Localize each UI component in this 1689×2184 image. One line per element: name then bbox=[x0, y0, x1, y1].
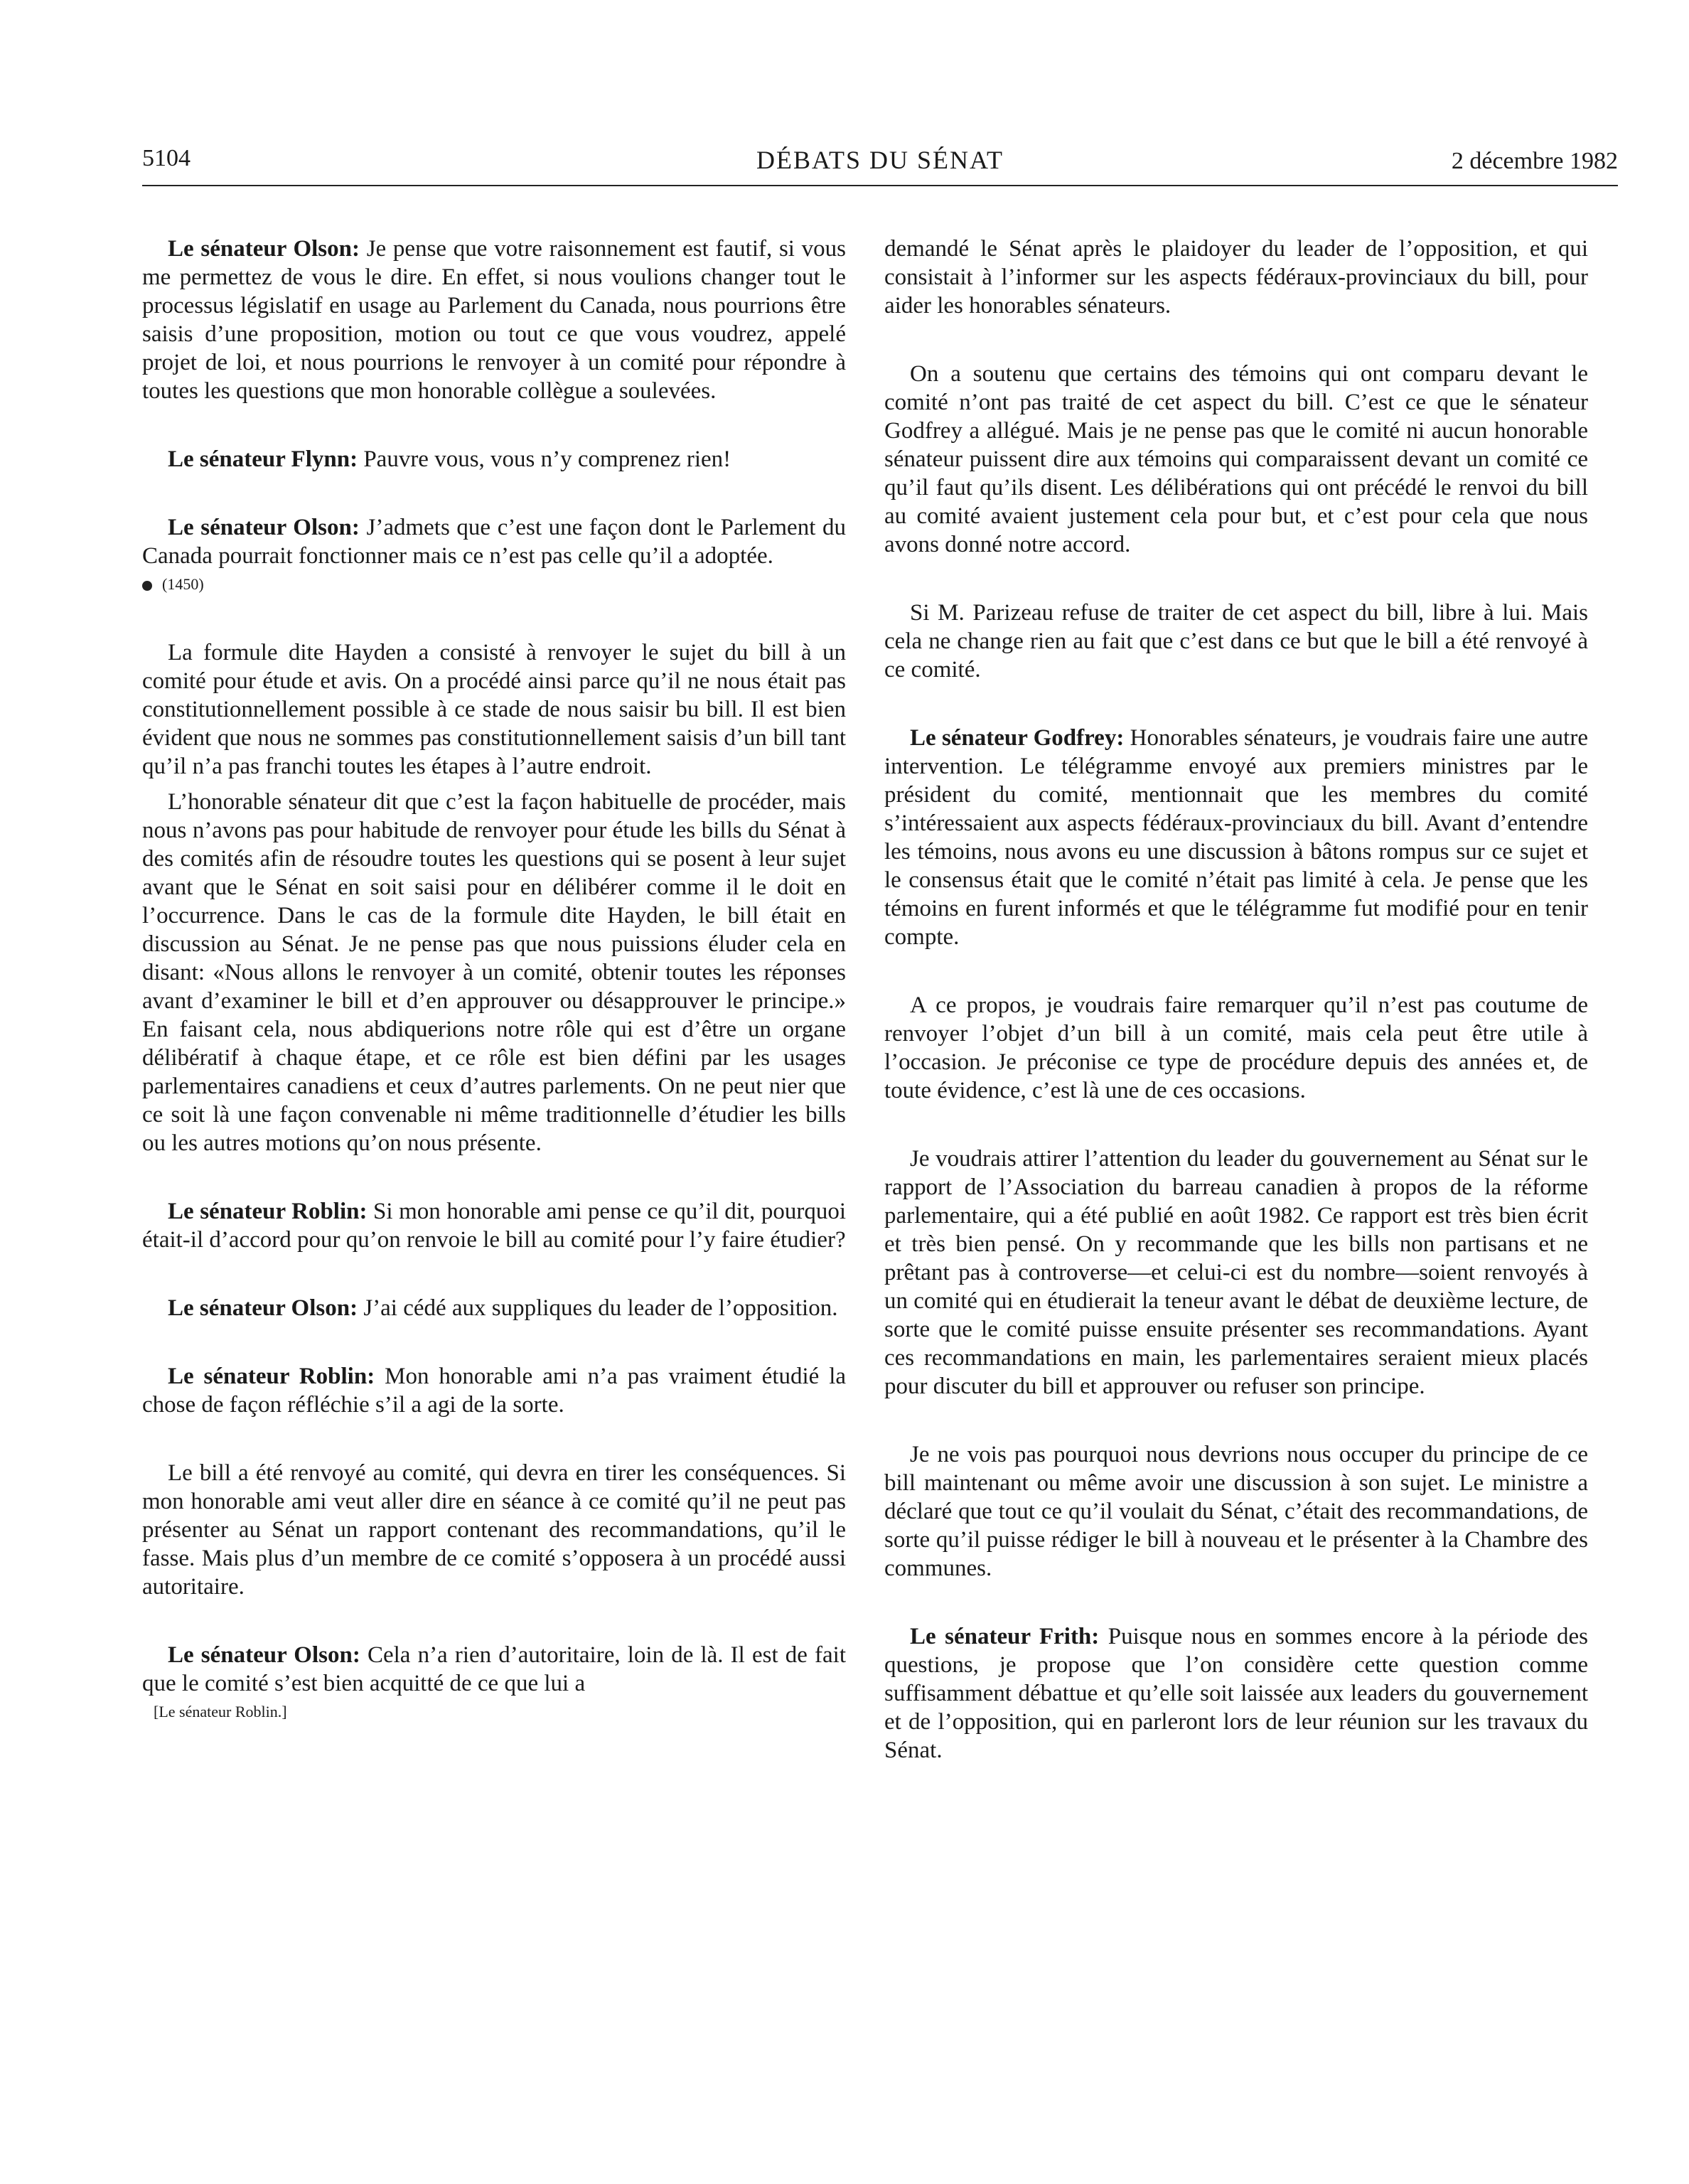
bullet-icon bbox=[142, 581, 152, 591]
speech-paragraph bbox=[142, 1459, 846, 1601]
issue-date: 2 décembre 1982 bbox=[1451, 148, 1618, 174]
speech-text: Pauvre vous, vous n’y comprenez rien! bbox=[363, 446, 731, 472]
right-column bbox=[884, 235, 1588, 1765]
speech-text: Le bill a été renvoyé au comité, qui devra en tirer les conséquences. Si mon honorable ami veut aller dire en séance à ce comité qu’il ne peut pas présenter au Sénat un rapport contenant des recommandations, qu’il le fasse. Mais plus d’un membre de ce comité s’opposera à un procédé aussi autoritaire. bbox=[142, 1460, 846, 1600]
speech-paragraph bbox=[884, 360, 1588, 559]
speech-text: L’honorable sénateur dit que c’est la façon habituelle de procéder, mais nous n’avons pas pour habitude de renvoyer pour étude les bills du Sénat à des comités afin de résoudre toutes les questions qui se posent à leur sujet avant que le Sénat en soit saisi pour en délibérer comme il le doit en l’occurrence. Dans le cas de la formule dite Hayden, le bill était en discussion au Sénat. Je ne pense pas que nous puissions éluder cela en disant: «Nous allons le renvoyer à un comité, obtenir toutes les réponses avant d’examiner le bill et d’en approuver ou désapprouver le principe.» En faisant cela, nous abdiquerions notre rôle qui est d’être un organe délibératif à chaque étape, et ce rôle est bien défini par les usages parlementaires canadiens et ceux d’autres parlements. On ne peut nier que ce soit là une façon convenable ni même traditionnelle d’étudier les bills ou les autres motions qu’on nous présente. bbox=[142, 789, 846, 1156]
speaker-name: Le sénateur Roblin: bbox=[168, 1364, 375, 1389]
speech-text: Cela n’a rien d’autoritaire, loin de là. Il est de fait que le comité s’est bien acquitté de ce que lui a bbox=[142, 1642, 847, 1696]
speech-paragraph bbox=[142, 445, 846, 473]
speaker-name: Le sénateur Olson: bbox=[168, 1642, 360, 1668]
left-column bbox=[142, 235, 846, 1726]
speech-paragraph bbox=[142, 513, 846, 570]
speech-text: On a soutenu que certains des témoins qui ont comparu devant le comité n’ont pas traité de cet aspect du bill. C’est ce que le sénateur Godfrey a allégué. Mais je ne pense pas que le comité ni aucun honorable sénateur puissent dire aux témoins qui comparaissent devant un comité ce qu’il faut qu’ils disent. Les délibérations qui ont précédé le renvoi du bill au comité avaient justement cela pour but, et c’est pour cela que nous avons donné notre accord. bbox=[884, 361, 1588, 557]
speech-text: demandé le Sénat après le plaidoyer du leader de l’opposition, et qui consistait à l’informer sur les aspects fédéraux-provinciaux du bill, pour aider les honorables sénateurs. bbox=[884, 236, 1588, 318]
speech-paragraph bbox=[142, 788, 846, 1157]
speech-text: J’ai cédé aux suppliques du leader de l’opposition. bbox=[363, 1295, 838, 1321]
speech-text: Si mon honorable ami pense ce qu’il dit, pourquoi était-il d’accord pour qu’on renvoie le bill au comité pour l’y faire étudier? bbox=[142, 1199, 847, 1253]
page-number: 5104 bbox=[142, 145, 191, 171]
speech-paragraph bbox=[142, 1362, 846, 1419]
speaker-name: Le sénateur Olson: bbox=[168, 236, 360, 262]
speech-text: J’admets que c’est une façon dont le Parlement du Canada pourrait fonctionner mais ce n’est pas celle qu’il a adoptée. bbox=[142, 515, 847, 569]
speech-paragraph bbox=[142, 1641, 846, 1698]
speech-paragraph bbox=[884, 1145, 1588, 1401]
speech-text: Je pense que votre raisonnement est fautif, si vous me permettez de vous le dire. En effet, si nous voulions changer tout le processus législatif en usage au Parlement du Canada, nous pourrions être saisis d’une proposition, motion ou tout ce que vous voudrez, appelé projet de loi, et nous pourrions le renvoyer à un comité pour répondre à toutes les questions que mon honorable collègue a soulevées. bbox=[142, 236, 847, 404]
speech-text: Je ne vois pas pourquoi nous devrions nous occuper du principe de ce bill maintenant ou même avoir une discussion à son sujet. Le ministre a déclaré que tout ce qu’il voulait du Sénat, c’était des recommandations, de sorte qu’il puisse rédiger le bill à nouveau et le présenter à la Chambre des communes. bbox=[884, 1442, 1588, 1581]
speaker-name: Le sénateur Frith: bbox=[910, 1624, 1100, 1649]
time-marker-text: (1450) bbox=[162, 575, 204, 593]
speech-text: A ce propos, je voudrais faire remarquer qu’il n’est pas coutume de renvoyer l’objet d’un bill à un comité, mais cela peut être utile à l’occasion. Je préconise ce type de procédure depuis des années et, de toute évidence, c’est là une de ces occasions. bbox=[884, 992, 1588, 1103]
speech-text: Puisque nous en sommes encore à la période des questions, je propose que l’on considère cette question comme suffisamment débattue et qu’elle soit laissée aux leaders du gouvernement et de l’opposition, qui en parleront lors de leur réunion sur les travaux du Sénat. bbox=[884, 1624, 1588, 1763]
speech-paragraph bbox=[884, 1440, 1588, 1583]
speech-paragraph bbox=[884, 235, 1588, 320]
speaker-name: Le sénateur Godfrey: bbox=[910, 725, 1125, 751]
speech-text: Je voudrais attirer l’attention du leader du gouvernement au Sénat sur le rapport de l’Association du barreau canadien à propos de la réforme parlementaire, qui a été publié en août 1982. Ce rapport est très bien écrit et très bien pensé. On y recommande que les bills non partisans et ne prêtant pas à controverse—et celui-ci est du nombre—soient renvoyés à un comité qui en étudierait la teneur avant le débat de deuxième lecture, de sorte que le comité puisse ensuite présenter ses recommandations. Ayant ces recommandations en main, les parlementaires seraient mieux placés pour discuter du bill et approuver ou refuser son principe. bbox=[884, 1146, 1588, 1399]
speaker-name: Le sénateur Olson: bbox=[168, 515, 360, 540]
time-marker bbox=[142, 570, 846, 599]
speech-paragraph bbox=[142, 1197, 846, 1254]
speech-paragraph bbox=[142, 235, 846, 405]
speech-paragraph bbox=[884, 991, 1588, 1105]
speech-paragraph bbox=[142, 638, 846, 781]
speech-text: Mon honorable ami n’a pas vraiment étudié la chose de façon réfléchie s’il a agi de la sorte. bbox=[142, 1364, 847, 1418]
speech-paragraph bbox=[884, 599, 1588, 684]
speaker-name: Le sénateur Flynn: bbox=[168, 446, 358, 472]
speech-text: Si M. Parizeau refuse de traiter de cet aspect du bill, libre à lui. Mais cela ne change rien au fait que c’est dans ce but que le bill a été renvoyé à ce comité. bbox=[884, 600, 1588, 682]
page-header bbox=[142, 142, 1618, 186]
speech-text: La formule dite Hayden a consisté à renvoyer le sujet du bill à un comité pour étude et avis. On a procédé ainsi parce qu’il ne nous était pas constitutionnellement possible à ce stade de nous saisir bu bill. Il est bien évident que nous ne sommes pas constitutionnellement saisis d’un bill tant qu’il n’a pas franchi toutes les étapes à l’autre endroit. bbox=[142, 640, 846, 779]
speech-paragraph bbox=[142, 1294, 846, 1322]
speech-paragraph bbox=[884, 724, 1588, 951]
speech-paragraph bbox=[884, 1622, 1588, 1765]
speaker-name: Le sénateur Olson: bbox=[168, 1295, 358, 1321]
speech-text: Honorables sénateurs, je voudrais faire une autre intervention. Le télégramme envoyé aux premiers ministres par le président du comité, mentionnait que les membres du comité s’intéressaient aux aspects fédéraux-provinciaux du bill. Avant d’entendre les témoins, nous avons eu une discussion à bâtons rompus sur ce sujet et le consensus était que le comité n’était pas limité à cela. Je pense que les témoins en furent informés et que le télégramme fut modifié pour en tenir compte. bbox=[884, 725, 1588, 950]
publication-title: DÉBATS DU SÉNAT bbox=[756, 146, 1004, 174]
speaker-name: Le sénateur Roblin: bbox=[168, 1199, 368, 1224]
footnote: [Le sénateur Roblin.] bbox=[154, 1703, 287, 1720]
